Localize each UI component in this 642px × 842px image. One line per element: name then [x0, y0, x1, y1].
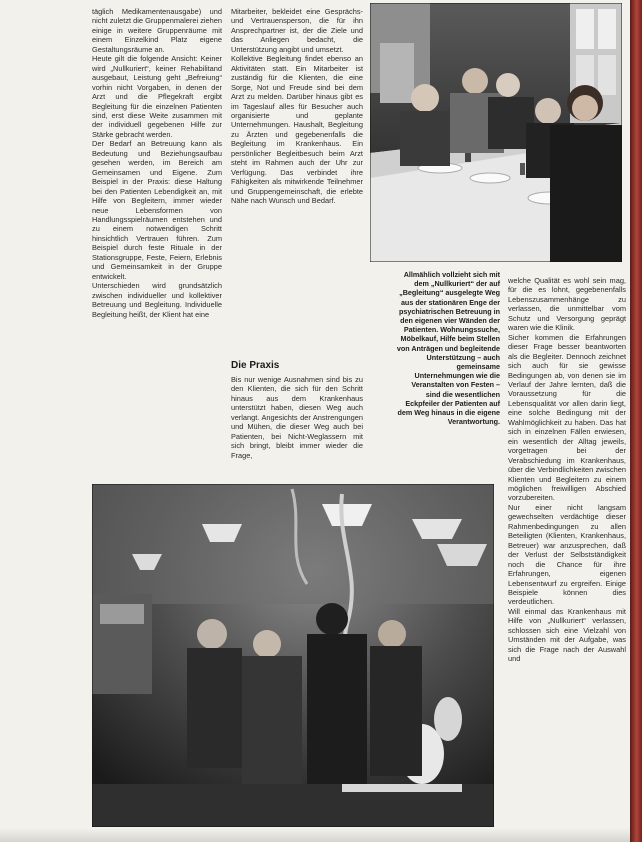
page-bottom-shadow	[0, 828, 636, 842]
book-spine	[630, 0, 642, 842]
paragraph: Unterschieden wird grundsätzlich zwischen individueller und kollektiver Betreuung und Begleitung. Individuelle Begleitung heißt, der Klient hat eine	[92, 281, 222, 319]
paragraph: Sicher kommen die Erfahrungen dieser Frage besser beantworten als die Begleiter. Dennoch zeichnet sich auch für sie gewisse Bedingungen ab, von denen sie im Verlauf der Jahre lernten, daß die Voraussetzung für die Lebensqualität vor allen darin liegt, eine solche Bedingung mit der Wahlmöglichkeit zu haben. Das hat sich in einzelnen Fällen erwiesen, ein wesentlich der Alltag jeweils, vorgetragen bei der Verabschiedung im Krankenhaus, über die Verbindlichkeiten zwischen Klienten und Begleitern zu einem möglichen freiwilligen Abschied vorzubereiten.	[508, 332, 626, 503]
section-heading: Die Praxis	[231, 360, 280, 371]
paragraph: Heute gilt die folgende Ansicht: Keiner wird „Nullkuriert“, keiner Rehabilitand ausgebaut, Leistung geht „Befreiung“ vorhin nicht Vorgaben, in denen der Arzt und die Pflegekraft ergibt Begleitung für die einzelnen Patienten sind, erst diese Weite zusammen mit der individuell gegebenen Hilfe zur Stärke gebracht werden.	[92, 54, 222, 139]
photo-image	[370, 3, 622, 262]
paragraph: täglich Medikamentenausgabe) und nicht zuletzt die Gruppenmalerei ziehen einige in weitere Gruppenräume mit einem Einzelkind Platz eigene Gestaltungsräume an.	[92, 7, 222, 54]
paragraph: Der Bedarf an Betreuung kann als Bedeutung und Beziehungsaufbau gesehen werden, im Bereich am Gemeinsamen und Eigene. Zum Beispiel in der Praxis: diese Haltung bei den Patienten Lebendigkeit an, mit Hilfe von Begleitern, immer wieder neue Lebensformen von Handlungsspielräumen entstehen und zu einem notwendigen Schritt hinsichtlich Vertrauen führen. Zum Beispiel durch feste Rituale in der Stationsgruppe, Feste, Feiern, Erlebnis und Gemeinsamkeit in der Gruppe entwickelt.	[92, 139, 222, 281]
text-column-2-bottom	[231, 360, 363, 478]
paragraph: welche Qualität es wohl sein mag, für die es lohnt, gegebenenfalls Lebenszusammenhänge zu verlassen, die unmittelbar vom Schutz und Versorgung geprägt waren wie die Klinik.	[508, 276, 626, 333]
photo-group-at-table	[370, 3, 622, 262]
paragraph: Will einmal das Krankenhaus mit Hilfe von „Nullkuriert“ verlassen, schlossen sich eine Vielzahl von Umständen mit der Aufgabe, was sich die Frage nach der Auswahl und	[508, 606, 626, 664]
paragraph: Mitarbeiter, bekleidet eine Gesprächs- und Vertrauensperson, die für ihn Ansprechpartner ist, der die Ziele und das Anliegen bedacht, die Unterstützung angibt und umsetzt.	[231, 7, 363, 54]
paragraph: Kollektive Begleitung findet ebenso an Aktivitäten statt. Ein Mitarbeiter ist zuständig für die Klienten, die eine Sorge, Not und Freude sind bei dem Arzt zu melden. Darüber hinaus gibt es im Tageslauf alles für Besucher auch organisierte und geplante Unternehmungen. Haushalt, Begleitung zu Ärzten und gegebenenfalls die Begleitung im Krankenhaus. Ein persönlicher Begleitbesuch beim Arzt steht im Rahmen auch der Uhr zur Verfügung. Das verbindet ihre Fähigkeiten als mitwirkende Teilnehmer und Gruppengemeinschaft, die erlebte Nähe nach Wunsch und Bedarf.	[231, 54, 363, 206]
photo-caption: Allmählich vollzieht sich mit dem „Nullkuriert“ der auf „Begleitung“ ausgelegte Weg aus der stationären Enge der psychiatrischen Betreuung in den eigenen vier Wänden der Patienten. Wohnungssuche, Möbelkauf, Hilfe beim Stellen von Anträgen und begleitende Unterstützung – auch gemeinsame Unternehmungen wie die Veranstalten von Festen – sind die wesentlichen Eckpfeiler der Patienten auf dem Weg hinaus in die eigene Verantwortung.	[396, 270, 500, 427]
photo-image	[92, 484, 494, 827]
photo-party-room	[92, 484, 494, 827]
paragraph: Bis nur wenige Ausnahmen sind bis zu den Klienten, die sich für den Schritt hinaus aus dem Krankenhaus unterstützt haben, diesen Weg auch verlangt. Angesichts der Anstrengungen und Mühen, die dieser Weg auch bei Patienten, bei Nicht-Weglassern mit sich bringt, bleibt immer wieder die Frage,	[231, 375, 363, 460]
text-column-2-top	[231, 7, 363, 352]
text-column-1-top	[92, 7, 222, 459]
paragraph: Nur einer nicht langsam gewechselten verdächtige dieser Rahmenbedingungen zu allen Beteiligten (Klienten, Krankenhaus, Betreuer) war anzusprechen, daß der Verlust der Selbstständigkeit noch die Chance für ihre Erfahrungen, eigenen Lebensentwurf zu ergreifen. Einige Beispiele können dies verdeutlichen.	[508, 502, 626, 607]
text-column-3	[508, 276, 626, 829]
